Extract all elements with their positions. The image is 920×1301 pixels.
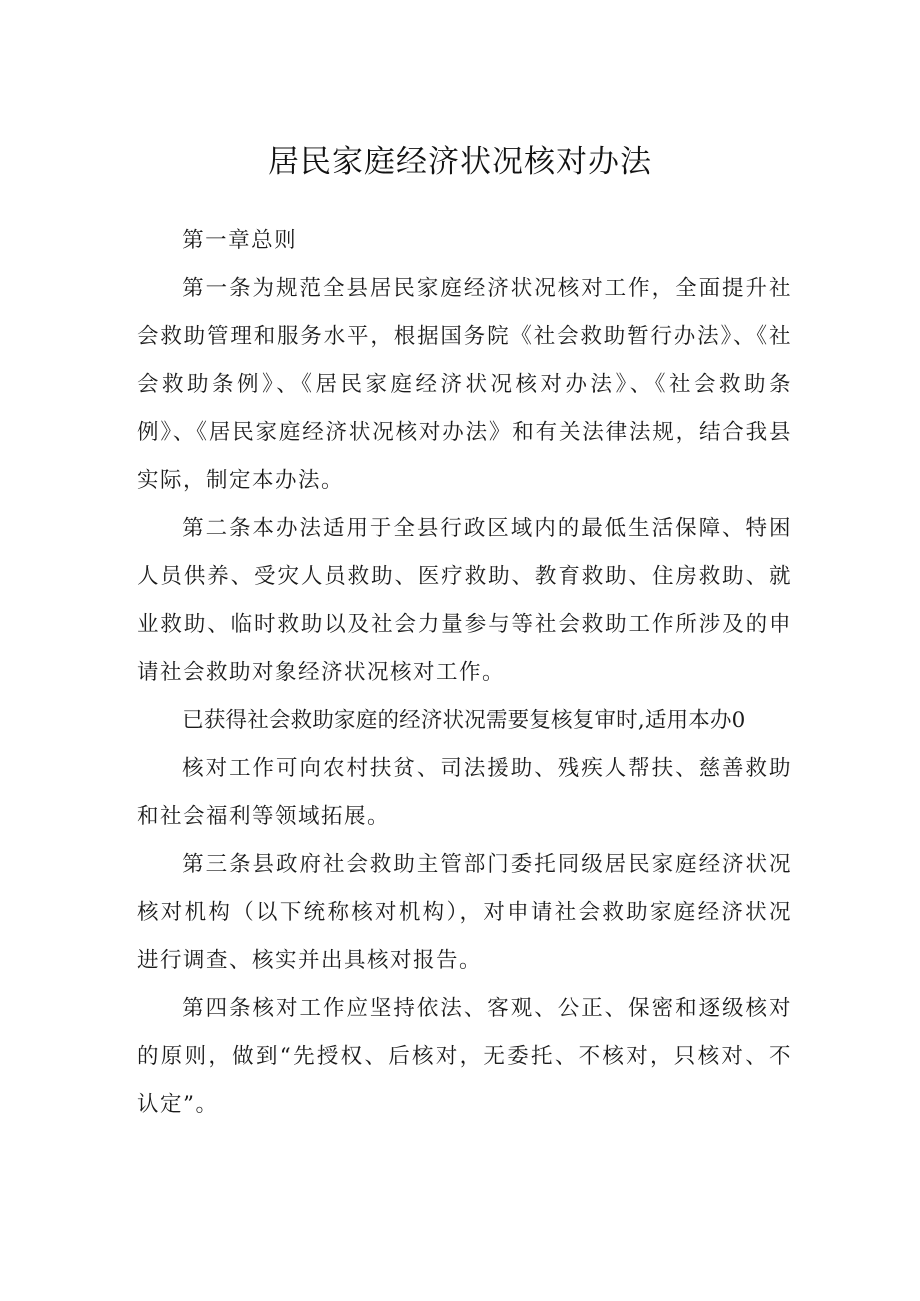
scope-extension-paragraph: 核对工作可向农村扶贫、司法援助、残疾人帮扶、慈善救助和社会福利等领域拓展。 [137,756,792,829]
article-1-paragraph: 第一条为规范全县居民家庭经济状况核对工作，全面提升社会救助管理和服务水平，根据国务院《社会救助暂行办法》、《社会救助条例》、《居民家庭经济状况核对办法》、《社会救助条例》、《居民家庭经济状况核对办法》和有关法律法规，结合我县实际，制定本办法。 [137,276,792,493]
chapter-heading: 第一章总则 [182,228,298,253]
article-4-paragraph: 第四条核对工作应坚持依法、客观、公正、保密和逐级核对的原则，做到“先授权、后核对，无委托、不核对，只核对、不认定”。 [137,996,792,1117]
article-3-paragraph: 第三条县政府社会救助主管部门委托同级居民家庭经济状况核对机构（以下统称核对机构），对申请社会救助家庭经济状况进行调查、核实并出具核对报告。 [137,852,792,973]
article-2-paragraph: 第二条本办法适用于全县行政区域内的最低生活保障、特困人员供养、受灾人员救助、医疗救助、教育救助、住房救助、就业救助、临时救助以及社会力量参与等社会救助工作所涉及的申请社会救助对象经济状况核对工作。 [137,516,792,685]
document-title: 居民家庭经济状况核对办法 [268,144,652,180]
review-paragraph: 已获得社会救助家庭的经济状况需要复核复审时,适用本办0 [182,708,746,733]
document-body [137,217,792,1129]
